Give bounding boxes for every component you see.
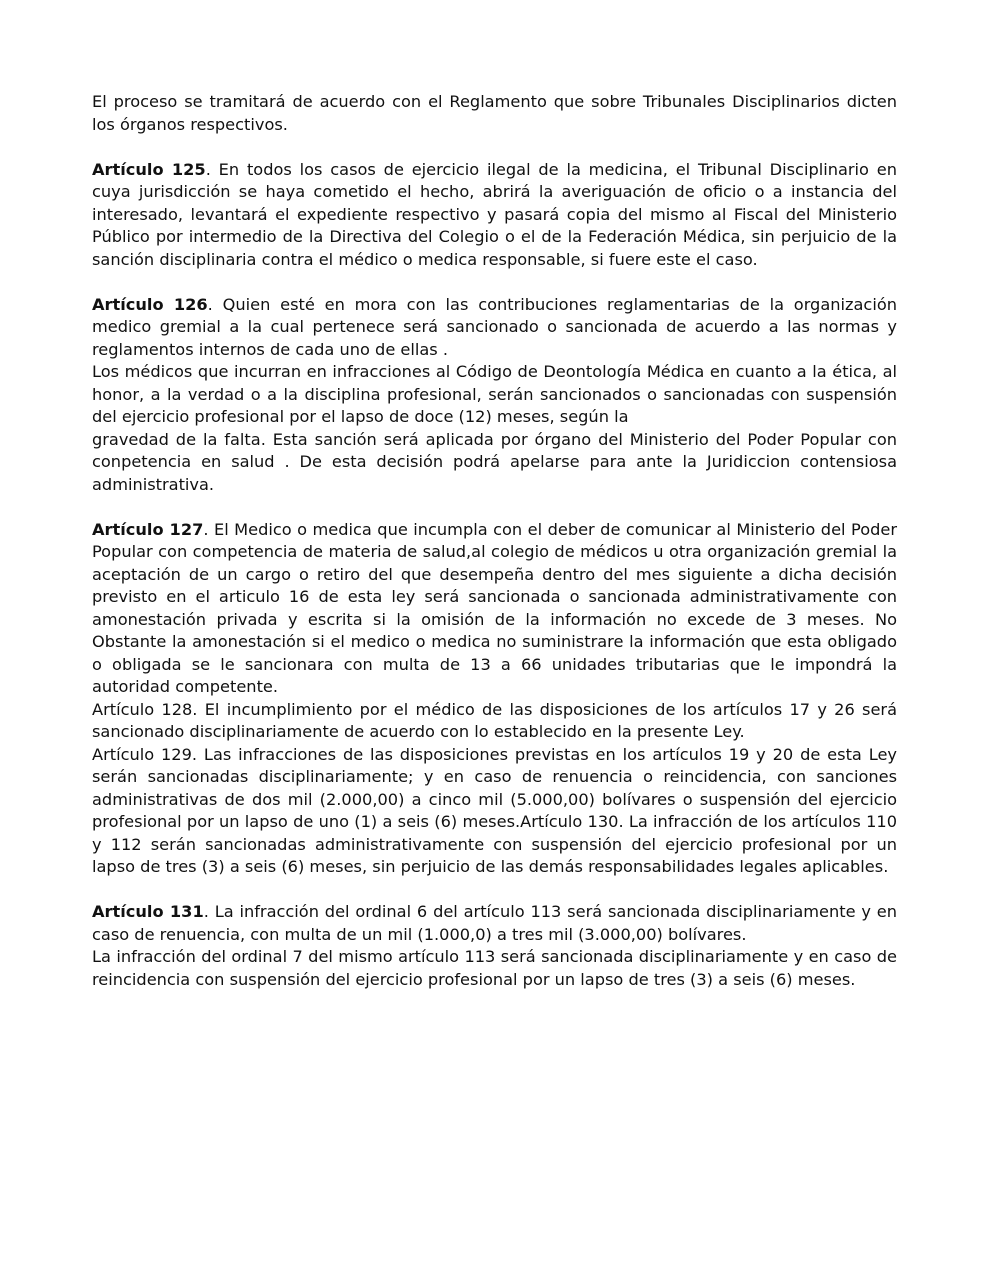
article-126 [92,294,897,362]
article-125-heading: Artículo 125 [92,159,206,179]
paragraph-gap [92,879,897,902]
article-126-paragraph-2b: gravedad de la falta. Esta sanción será aplicada por órgano del Ministerio del Poder Popular con conpetencia en salud . De esta decisión podrá apelarse para ante la Juridiccion contensiosa administrativa. [92,429,897,494]
article-127-text: . El Medico o medica que incumpla con el deber de comunicar al Ministerio del Poder Popular con competencia de materia de salud,al colegio de médicos u otra organización gremial la aceptación de un cargo o retiro del que desempeña dentro del mes siguiente a dicha decisión previsto en el articulo 16 de esta ley será sancionada o sancionada administrativamente con amonestación privada y escrita si la omisión de la información no excede de 3 meses. No Obstante la amonestación si el medico o medica no suministrare la información que esta obligado o obligada se le sancionara con multa de 13 a 66 unidades tributarias que le impondrá la autoridad competente. [92,519,897,696]
paragraph-gap [92,496,897,519]
article-125-text: . En todos los casos de ejercicio ilegal de la medicina, el Tribunal Disciplinario en cuya jurisdicción se haya cometido el hecho, abrirá la averiguación de oficio o a instancia del interesado, levantará el expediente respectivo y pasará copia del mismo al Fiscal del Ministerio Público por intermedio de la Directiva del Colegio o el de la Federación Médica, sin perjuicio de la sanción disciplinaria contra el médico o medica responsable, si fuere este el caso. [92,159,897,269]
article-125 [92,159,897,272]
paragraph-gap [92,136,897,159]
article-127-heading: Artículo 127 [92,519,204,539]
article-126-heading: Artículo 126 [92,294,208,314]
article-128: Artículo 128. El incumplimiento por el médico de las disposiciones de los artículos 17 y 26 será sancionado disciplinariamente de acuerdo con lo establecido en la presente Ley. [92,699,897,741]
article-131-paragraph-2: La infracción del ordinal 7 del mismo artículo 113 será sancionada disciplinariamente y en caso de reincidencia con suspensión del ejercicio profesional por un lapso de tres (3) a seis (6) meses. [92,947,897,989]
document-page [92,91,897,991]
paragraph-gap [92,271,897,294]
article-127 [92,519,897,699]
article-131-heading: Artículo 131 [92,902,204,921]
article-131 [92,901,897,946]
article-126-text: . Quien esté en mora con las contribuciones reglamentarias de la organización medico gremial a la cual pertenece será sancionado o sancionada de acuerdo a las normas y reglamentos internos de cada uno de ellas . [92,294,897,359]
paragraph-proceso: El proceso se tramitará de acuerdo con el Reglamento que sobre Tribunales Disciplinarios dicten los órganos respectivos. [92,92,897,134]
article-126-paragraph-2a: Los médicos que incurran en infracciones al Código de Deontología Médica en cuanto a la ética, al honor, a la verdad o a la disciplina profesional, serán sancionados o sancionadas con suspensión del ejercicio profesional por el lapso de doce (12) meses, según la [92,362,897,426]
article-131-text: . La infracción del ordinal 6 del artículo 113 será sancionada disciplinariamente y en caso de renuencia, con multa de un mil (1.000,0) a tres mil (3.000,00) bolívares. [92,902,898,944]
article-129-130: Artículo 129. Las infracciones de las disposiciones previstas en los artículos 19 y 20 de esta Ley serán sancionadas disciplinariamente; y en caso de renuencia o reincidencia, con sanciones administrativas de dos mil (2.000,00) a cinco mil (5.000,00) bolívares o suspensión del ejercicio profesional por un lapso de uno (1) a seis (6) meses.Artículo 130. La infracción de los artículos 110 y 112 serán sancionadas administrativamente con suspensión del ejercicio profesional por un lapso de tres (3) a seis (6) meses, sin perjuicio de las demás responsabilidades legales aplicables. [92,744,897,876]
